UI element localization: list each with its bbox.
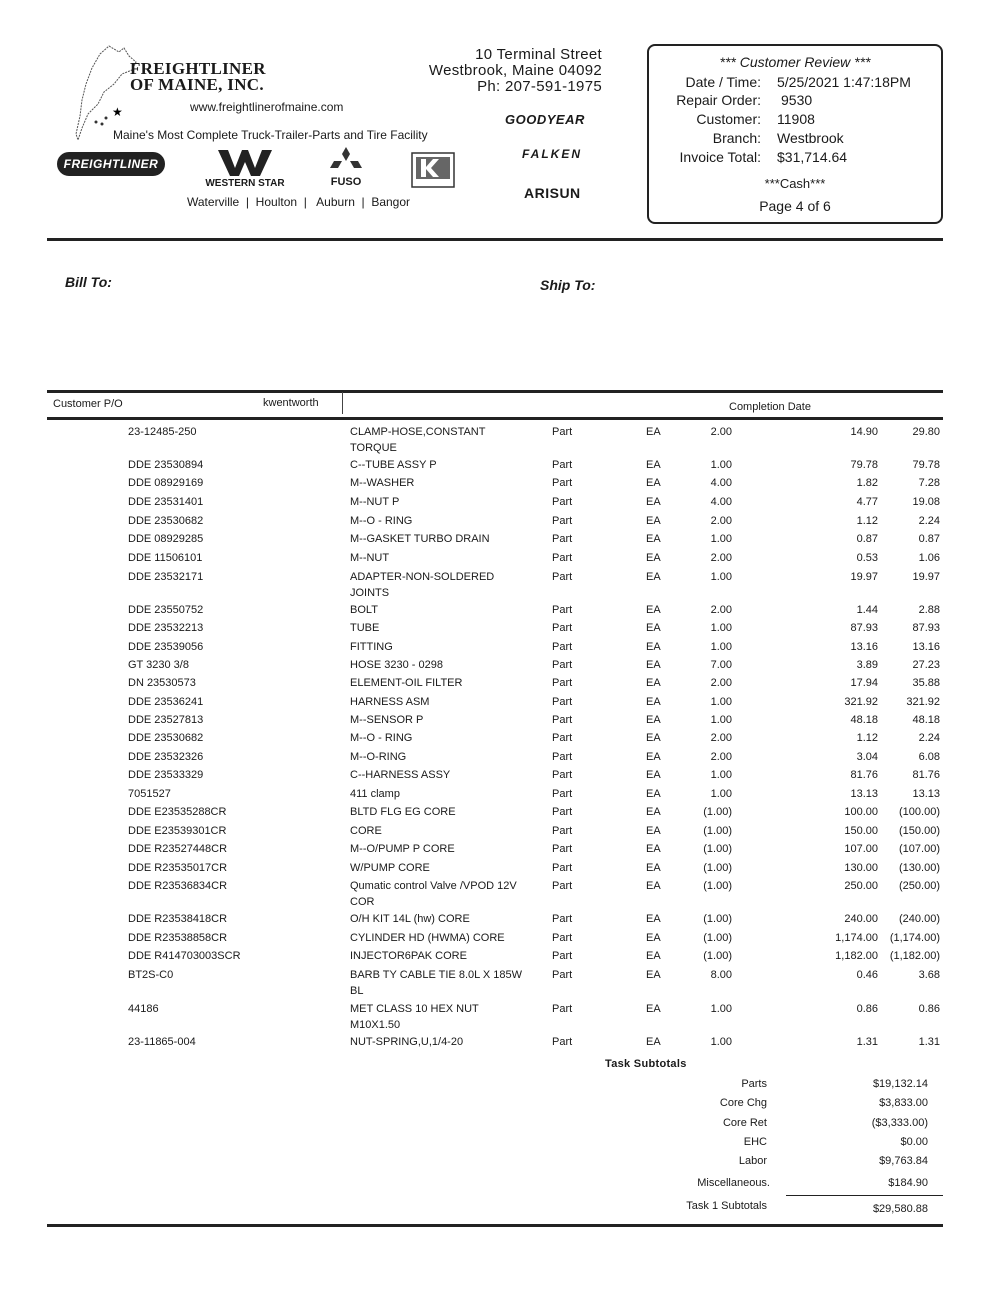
parts-value: $19,132.14 xyxy=(872,1078,928,1090)
unit-of-measure: EA xyxy=(646,969,661,981)
extended-price: 29.80 xyxy=(912,426,940,438)
core-chg-label: Core Chg xyxy=(719,1097,767,1109)
item-type: Part xyxy=(552,477,573,489)
quantity: 7.00 xyxy=(710,659,732,671)
repair-order-label: Repair Order: xyxy=(676,92,761,108)
address-line2: Westbrook, Maine 04092 xyxy=(428,62,602,79)
unit-of-measure: EA xyxy=(646,1036,661,1048)
item-type: Part xyxy=(552,950,573,962)
item-type: Part xyxy=(552,806,573,818)
unit-price: 0.46 xyxy=(856,969,878,981)
unit-price: 13.13 xyxy=(850,788,878,800)
mitsubishi-diamonds-icon xyxy=(330,147,362,175)
unit-of-measure: EA xyxy=(646,677,661,689)
unit-price: 0.86 xyxy=(856,1003,878,1015)
unit-of-measure: EA xyxy=(646,843,661,855)
quantity: 2.00 xyxy=(710,515,732,527)
extended-price: 13.13 xyxy=(912,788,940,800)
extended-price: 0.86 xyxy=(918,1003,940,1015)
unit-of-measure: EA xyxy=(646,696,661,708)
ehc-label: EHC xyxy=(743,1136,767,1148)
customer-label: Customer: xyxy=(696,111,761,127)
unit-of-measure: EA xyxy=(646,751,661,763)
description: Qumatic control Valve /VPOD 12V COR xyxy=(350,880,517,908)
quantity: 1.00 xyxy=(710,1036,732,1048)
description: TUBE xyxy=(350,622,380,634)
item-type: Part xyxy=(552,1003,573,1015)
part-number: DDE 23527813 xyxy=(128,714,204,726)
extended-price: 0.87 xyxy=(918,533,940,545)
item-type: Part xyxy=(552,696,573,708)
item-type: Part xyxy=(552,825,573,837)
repair-order-value: 9530 xyxy=(781,92,813,108)
company-name-line1: FREIGHTLINER xyxy=(130,59,266,78)
item-type: Part xyxy=(552,769,573,781)
western-star-label: WESTERN STAR xyxy=(205,178,285,189)
quantity: 2.00 xyxy=(710,751,732,763)
quantity: 1.00 xyxy=(710,459,732,471)
extended-price: 2.24 xyxy=(918,515,940,527)
unit-of-measure: EA xyxy=(646,552,661,564)
unit-of-measure: EA xyxy=(646,862,661,874)
item-type: Part xyxy=(552,1036,573,1048)
part-number: DDE 23533329 xyxy=(128,769,204,781)
quantity: 2.00 xyxy=(710,604,732,616)
description: HOSE 3230 - 0298 xyxy=(350,659,443,671)
branch-label: Branch: xyxy=(712,130,761,146)
fuso-label: FUSO xyxy=(330,176,362,188)
unit-of-measure: EA xyxy=(646,533,661,545)
misc-value: $184.90 xyxy=(888,1177,928,1189)
quantity: (1.00) xyxy=(703,843,732,855)
unit-price: 4.77 xyxy=(856,496,878,508)
quantity: (1.00) xyxy=(703,880,732,892)
unit-of-measure: EA xyxy=(646,604,661,616)
header-separator xyxy=(342,392,343,414)
description: ADAPTER-NON-SOLDERED JOINTS xyxy=(350,571,495,599)
unit-price: 107.00 xyxy=(844,843,878,855)
extended-price: 321.92 xyxy=(906,696,940,708)
item-type: Part xyxy=(552,659,573,671)
description: CYLINDER HD (HWMA) CORE xyxy=(350,932,505,944)
item-type: Part xyxy=(552,862,573,874)
unit-price: 81.76 xyxy=(850,769,878,781)
quantity: (1.00) xyxy=(703,950,732,962)
part-number: DDE 23550752 xyxy=(128,604,204,616)
item-type: Part xyxy=(552,732,573,744)
extended-price: (107.00) xyxy=(899,843,940,855)
unit-price: 0.53 xyxy=(856,552,878,564)
unit-price: 48.18 xyxy=(850,714,878,726)
part-number: DDE 23532213 xyxy=(128,622,204,634)
quantity: 1.00 xyxy=(710,571,732,583)
unit-of-measure: EA xyxy=(646,496,661,508)
description: INJECTOR6PAK CORE xyxy=(350,950,467,962)
part-number: DDE R23527448CR xyxy=(128,843,228,855)
quantity: (1.00) xyxy=(703,932,732,944)
goodyear-logo: GOODYEAR xyxy=(505,112,585,127)
description: M--GASKET TURBO DRAIN xyxy=(350,533,490,545)
description: M--NUT P xyxy=(350,496,400,508)
unit-price: 1.12 xyxy=(856,515,878,527)
part-number: DDE R23538858CR xyxy=(128,932,228,944)
part-number: DDE 23532171 xyxy=(128,571,204,583)
unit-price: 79.78 xyxy=(850,459,878,471)
date-time-label: Date / Time: xyxy=(685,74,761,90)
item-type: Part xyxy=(552,426,573,438)
item-type: Part xyxy=(552,714,573,726)
extended-price: 2.24 xyxy=(918,732,940,744)
unit-price: 1.82 xyxy=(856,477,878,489)
extended-price: 7.28 xyxy=(918,477,940,489)
review-title: *** Customer Review *** xyxy=(719,54,871,70)
company-name-line2: OF MAINE, INC. xyxy=(130,75,264,94)
extended-price: 81.76 xyxy=(912,769,940,781)
completion-date-label: Completion Date xyxy=(729,401,811,413)
extended-price: 2.88 xyxy=(918,604,940,616)
task-subtotal-value: $29,580.88 xyxy=(872,1203,928,1215)
unit-price: 14.90 xyxy=(850,426,878,438)
unit-price: 250.00 xyxy=(844,880,878,892)
extended-price: 79.78 xyxy=(912,459,940,471)
part-number: 44186 xyxy=(128,1003,159,1015)
description: M--O/PUMP P CORE xyxy=(350,843,455,855)
table-header-divider xyxy=(47,417,943,420)
description: M--NUT xyxy=(350,552,390,564)
quantity: 1.00 xyxy=(710,769,732,781)
item-type: Part xyxy=(552,604,573,616)
ship-to-label: Ship To: xyxy=(540,277,596,293)
description: M--O - RING xyxy=(350,732,413,744)
page-indicator: Page 4 of 6 xyxy=(759,198,831,214)
unit-of-measure: EA xyxy=(646,769,661,781)
svg-text:★: ★ xyxy=(112,105,123,119)
description: NUT-SPRING,U,1/4-20 xyxy=(350,1036,464,1048)
item-type: Part xyxy=(552,677,573,689)
part-number: 7051527 xyxy=(128,788,171,800)
unit-of-measure: EA xyxy=(646,825,661,837)
customer-po-label: Customer P/O xyxy=(53,398,123,410)
invoice-total-label: Invoice Total: xyxy=(679,149,761,165)
extended-price: 48.18 xyxy=(912,714,940,726)
unit-of-measure: EA xyxy=(646,641,661,653)
item-type: Part xyxy=(552,571,573,583)
quantity: 2.00 xyxy=(710,732,732,744)
extended-price: 1.06 xyxy=(918,552,940,564)
extended-price: 19.97 xyxy=(912,571,940,583)
unit-price: 150.00 xyxy=(844,825,878,837)
subtotal-rule xyxy=(786,1195,943,1196)
part-number: DDE R414703003SCR xyxy=(128,950,241,962)
unit-of-measure: EA xyxy=(646,459,661,471)
unit-price: 1.31 xyxy=(856,1036,878,1048)
description: BARB TY CABLE TIE 8.0L X 185W BL xyxy=(350,969,523,997)
unit-price: 87.93 xyxy=(850,622,878,634)
extended-price: (150.00) xyxy=(899,825,940,837)
description: MET CLASS 10 HEX NUT M10X1.50 xyxy=(350,1003,479,1031)
extended-price: 27.23 xyxy=(912,659,940,671)
extended-price: 1.31 xyxy=(918,1036,940,1048)
quantity: 1.00 xyxy=(710,641,732,653)
task-subtotals-title: Task Subtotals xyxy=(605,1058,687,1070)
item-type: Part xyxy=(552,751,573,763)
quantity: 4.00 xyxy=(710,477,732,489)
table-top-divider xyxy=(47,390,943,393)
extended-price: (1,182.00) xyxy=(889,950,940,962)
branch-locations: Waterville | Houlton | Auburn | Bangor xyxy=(187,195,411,209)
description: CLAMP-HOSE,CONSTANT TORQUE xyxy=(350,426,486,454)
quantity: 2.00 xyxy=(710,677,732,689)
quantity: (1.00) xyxy=(703,913,732,925)
part-number: DDE E23535288CR xyxy=(128,806,227,818)
part-number: 23-12485-250 xyxy=(128,426,197,438)
extended-price: 6.08 xyxy=(918,751,940,763)
footer-divider xyxy=(47,1224,943,1227)
part-number: DDE 08929285 xyxy=(128,533,204,545)
falken-logo: FALKEN xyxy=(522,147,582,161)
core-ret-label: Core Ret xyxy=(722,1117,767,1129)
unit-of-measure: EA xyxy=(646,426,661,438)
part-number: DDE 08929169 xyxy=(128,477,204,489)
item-type: Part xyxy=(552,533,573,545)
invoice-total-value: $31,714.64 xyxy=(777,149,848,165)
quantity: 2.00 xyxy=(710,426,732,438)
unit-price: 1.44 xyxy=(856,604,878,616)
part-number: DDE 23532326 xyxy=(128,751,204,763)
quantity: 8.00 xyxy=(710,969,732,981)
date-time-value: 5/25/2021 1:47:18PM xyxy=(777,74,911,90)
part-number: DN 23530573 xyxy=(128,677,196,689)
part-number: DDE E23539301CR xyxy=(128,825,227,837)
unit-of-measure: EA xyxy=(646,571,661,583)
part-number: DDE 23530682 xyxy=(128,732,204,744)
extended-price: 13.16 xyxy=(912,641,940,653)
extended-price: 3.68 xyxy=(918,969,940,981)
extended-price: (100.00) xyxy=(899,806,940,818)
description: C--HARNESS ASSY xyxy=(350,769,451,781)
core-ret-value: ($3,333.00) xyxy=(871,1117,928,1129)
part-number: DDE 23539056 xyxy=(128,641,204,653)
part-number: DDE R23538418CR xyxy=(128,913,228,925)
quantity: 1.00 xyxy=(710,533,732,545)
unit-price: 17.94 xyxy=(850,677,878,689)
quantity: 1.00 xyxy=(710,788,732,800)
kenworth-emblem-icon xyxy=(411,152,455,188)
item-type: Part xyxy=(552,788,573,800)
item-type: Part xyxy=(552,515,573,527)
item-type: Part xyxy=(552,913,573,925)
description: M--WASHER xyxy=(350,477,415,489)
description: BOLT xyxy=(350,604,378,616)
part-number: DDE 23531401 xyxy=(128,496,204,508)
unit-price: 240.00 xyxy=(844,913,878,925)
unit-of-measure: EA xyxy=(646,622,661,634)
part-number: DDE 23530682 xyxy=(128,515,204,527)
description: 411 clamp xyxy=(350,788,400,800)
payment-cash: ***Cash*** xyxy=(764,176,826,191)
unit-price: 130.00 xyxy=(844,862,878,874)
quantity: (1.00) xyxy=(703,862,732,874)
part-number: 23-11865-004 xyxy=(128,1036,196,1048)
parts-label: Parts xyxy=(741,1078,767,1090)
part-number: DDE 23530894 xyxy=(128,459,204,471)
description: CORE xyxy=(350,825,382,837)
item-type: Part xyxy=(552,969,573,981)
part-number: GT 3230 3/8 xyxy=(128,659,189,671)
item-type: Part xyxy=(552,496,573,508)
description: M--O - RING xyxy=(350,515,413,527)
extended-price: 35.88 xyxy=(912,677,940,689)
description: C--TUBE ASSY P xyxy=(350,459,437,471)
item-type: Part xyxy=(552,843,573,855)
quantity: 1.00 xyxy=(710,696,732,708)
item-type: Part xyxy=(552,552,573,564)
unit-price: 13.16 xyxy=(850,641,878,653)
freightliner-logo: FREIGHTLINER xyxy=(57,152,165,176)
description: O/H KIT 14L (hw) CORE xyxy=(350,913,470,925)
quantity: 4.00 xyxy=(710,496,732,508)
quantity: 1.00 xyxy=(710,1003,732,1015)
item-type: Part xyxy=(552,641,573,653)
quantity: (1.00) xyxy=(703,806,732,818)
task-subtotal-label: Task 1 Subtotals xyxy=(686,1200,767,1212)
customer-value: 11908 xyxy=(777,111,815,127)
labor-label: Labor xyxy=(738,1155,767,1167)
description: FITTING xyxy=(350,641,393,653)
unit-of-measure: EA xyxy=(646,1003,661,1015)
unit-of-measure: EA xyxy=(646,477,661,489)
arisun-logo: ARISUN xyxy=(524,185,581,201)
quantity: 1.00 xyxy=(710,714,732,726)
part-number: DDE 11506101 xyxy=(128,552,203,564)
item-type: Part xyxy=(552,932,573,944)
unit-of-measure: EA xyxy=(646,950,661,962)
western-star-logo-icon xyxy=(218,150,272,176)
description: M--SENSOR P xyxy=(350,714,424,726)
customer-po-value: kwentworth xyxy=(263,397,319,409)
description: M--O-RING xyxy=(350,751,407,763)
branch-value: Westbrook xyxy=(777,130,844,146)
unit-of-measure: EA xyxy=(646,515,661,527)
unit-of-measure: EA xyxy=(646,714,661,726)
unit-of-measure: EA xyxy=(646,806,661,818)
description: HARNESS ASM xyxy=(350,696,430,708)
item-type: Part xyxy=(552,622,573,634)
core-chg-value: $3,833.00 xyxy=(879,1097,928,1109)
unit-price: 19.97 xyxy=(850,571,878,583)
unit-price: 3.89 xyxy=(856,659,878,671)
misc-label: Miscellaneous. xyxy=(697,1177,770,1189)
unit-of-measure: EA xyxy=(646,880,661,892)
unit-of-measure: EA xyxy=(646,788,661,800)
customer-review-box xyxy=(647,44,943,224)
part-number: DDE 23536241 xyxy=(128,696,204,708)
unit-of-measure: EA xyxy=(646,932,661,944)
unit-price: 1,182.00 xyxy=(835,950,878,962)
unit-price: 1.12 xyxy=(856,732,878,744)
unit-of-measure: EA xyxy=(646,913,661,925)
header-divider xyxy=(47,238,943,241)
quantity: (1.00) xyxy=(703,825,732,837)
company-tagline: Maine's Most Complete Truck-Trailer-Parts and Tire Facility xyxy=(113,128,428,142)
unit-of-measure: EA xyxy=(646,659,661,671)
quantity: 2.00 xyxy=(710,552,732,564)
quantity: 1.00 xyxy=(710,622,732,634)
item-type: Part xyxy=(552,459,573,471)
extended-price: 19.08 xyxy=(912,496,940,508)
extended-price: (130.00) xyxy=(899,862,940,874)
bill-to-label: Bill To: xyxy=(65,274,112,290)
unit-price: 0.87 xyxy=(856,533,878,545)
unit-of-measure: EA xyxy=(646,732,661,744)
extended-price: (240.00) xyxy=(899,913,940,925)
part-number: DDE R23536834CR xyxy=(128,880,228,892)
description: W/PUMP CORE xyxy=(350,862,430,874)
company-website: www.freightlinerofmaine.com xyxy=(190,100,344,114)
extended-price: 87.93 xyxy=(912,622,940,634)
ehc-value: $0.00 xyxy=(900,1136,928,1148)
description: ELEMENT-OIL FILTER xyxy=(350,677,463,689)
labor-value: $9,763.84 xyxy=(879,1155,928,1167)
unit-price: 100.00 xyxy=(844,806,878,818)
part-number: DDE R23535017CR xyxy=(128,862,228,874)
unit-price: 1,174.00 xyxy=(835,932,878,944)
company-phone: Ph: 207-591-1975 xyxy=(477,78,602,95)
item-type: Part xyxy=(552,880,573,892)
description: BLTD FLG EG CORE xyxy=(350,806,456,818)
extended-price: (1,174.00) xyxy=(889,932,940,944)
unit-price: 3.04 xyxy=(856,751,878,763)
extended-price: (250.00) xyxy=(899,880,940,892)
address-line1: 10 Terminal Street xyxy=(475,46,602,63)
part-number: BT2S-C0 xyxy=(128,969,174,981)
unit-price: 321.92 xyxy=(844,696,878,708)
